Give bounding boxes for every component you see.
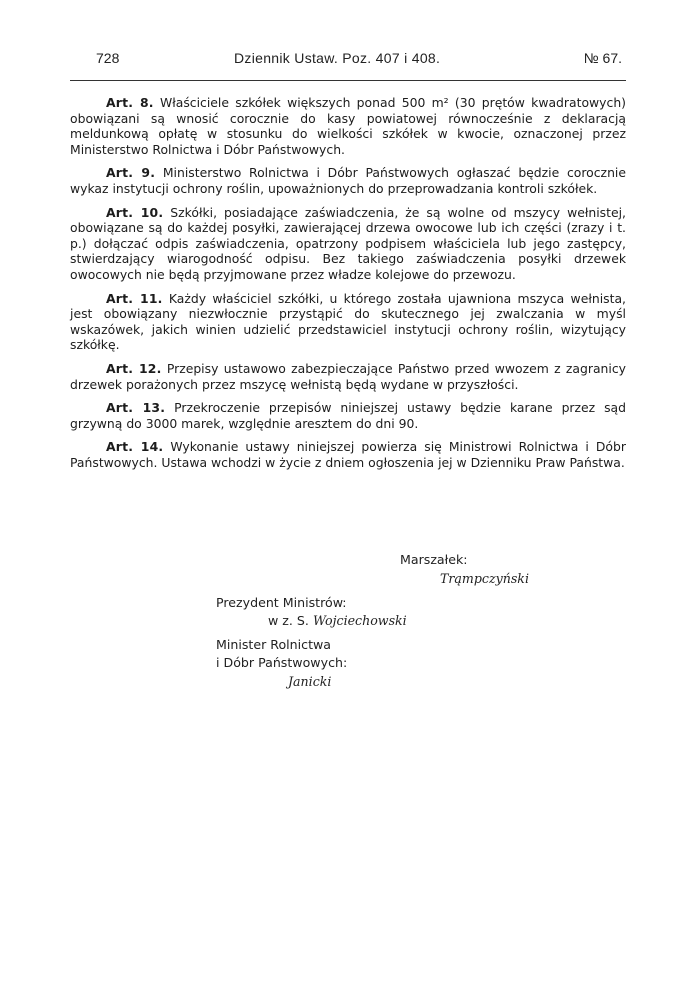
header-rule <box>70 80 626 81</box>
pm-signature <box>268 613 407 628</box>
article-label: Art. 8. <box>106 95 154 110</box>
marshal-name: Trąmpczyński <box>440 571 529 586</box>
article-label: Art. 10. <box>106 204 164 220</box>
article-text: Właściciele szkółek większych ponad 500 m² (30 prętów kwadratowych) obowiązani są wnosić corocznie do kasy powiatowej równocześnie z deklaracją meldunkową opłatę w stosunku do wielkości szkółek w kwocie, oznaczonej przez Ministerstwo Rolnictwa i Dóbr Państwowych. <box>70 95 627 157</box>
article-text: Przekroczenie przepisów niniejszej ustawy będzie karane przez sąd grzywną do 3000 marek, względnie aresztem do dni 90. <box>70 400 626 431</box>
article-text: Przepisy ustawowo zabezpieczające Państwo przed wwozem z zagranicy drzewek porażonych przez mszycę wełnistą będą wydane w przyszłości. <box>70 360 626 392</box>
page-number: 728 <box>96 50 120 66</box>
article-label: Art. 13. <box>106 400 166 416</box>
article-label: Art. 11. <box>106 290 163 306</box>
article-label: Art. 9. <box>106 165 156 181</box>
article-text: Wykonanie ustawy niniejszej powierza się Ministrowi Rolnictwa i Dóbr Państwowych. Ustawa wchodzi w życie z dniem ogłoszenia jej w Dzienniku Praw Państwa. <box>70 439 626 470</box>
article-label: Art. 12. <box>106 360 162 376</box>
article-10 <box>70 205 626 283</box>
pm-name: Wojciechowski <box>312 613 407 628</box>
minister-title-line-2: i Dóbr Państwowych: <box>216 655 348 670</box>
article-label: Art. 14. <box>106 439 164 455</box>
article-11 <box>70 291 626 353</box>
article-text: Ministerstwo Rolnictwa i Dóbr Państwowych ogłaszać będzie corocznie wykaz instytucji ochrony roślin, upoważnionych do przeprowadzania kontroli szkółek. <box>70 165 626 196</box>
journal-title: Dziennik Ustaw. Poz. 407 i 408. <box>234 50 441 66</box>
minister-title-line-1: Minister Rolnictwa <box>216 637 332 652</box>
issue-number: № 67. <box>583 50 622 66</box>
pm-title: Prezydent Ministrów: <box>216 595 347 610</box>
marshal-title: Marszałek: <box>400 552 468 567</box>
article-text: Szkółki, posiadające zaświadczenia, że są wolne od mszycy wełnistej, obowiązane są do każdej posyłki, zawierającej drzewa owocowe lub ich części (zrazy i t. p.) dołączać odpis zaświadczenia, opatrzony podpisem właściciela lub jego zastępcy, stwierdzający wiarogodność odpisu. Bez takiego zaświadczenia posyłki drzewek owocowych nie będą przyjmowane przez władze kolejowe do przewozu. <box>70 204 626 282</box>
page-header <box>70 44 626 72</box>
article-text: Każdy właściciel szkółki, u którego została ujawniona mszyca wełnista, jest obowiązany niezwłocznie przystąpić do skutecznego jej zwalczania w myśl wskazówek, jakich winien udzielić przedstawiciel instytucji ochrony roślin, wizytujący szkółkę. <box>70 290 626 353</box>
article-14 <box>70 439 626 470</box>
articles-body <box>70 95 626 478</box>
minister-name: Janicki <box>288 674 332 689</box>
article-13 <box>70 400 626 431</box>
article-8 <box>70 95 626 157</box>
article-9 <box>70 165 626 196</box>
article-12 <box>70 361 626 392</box>
pm-prefix: w z. S. <box>268 613 309 628</box>
